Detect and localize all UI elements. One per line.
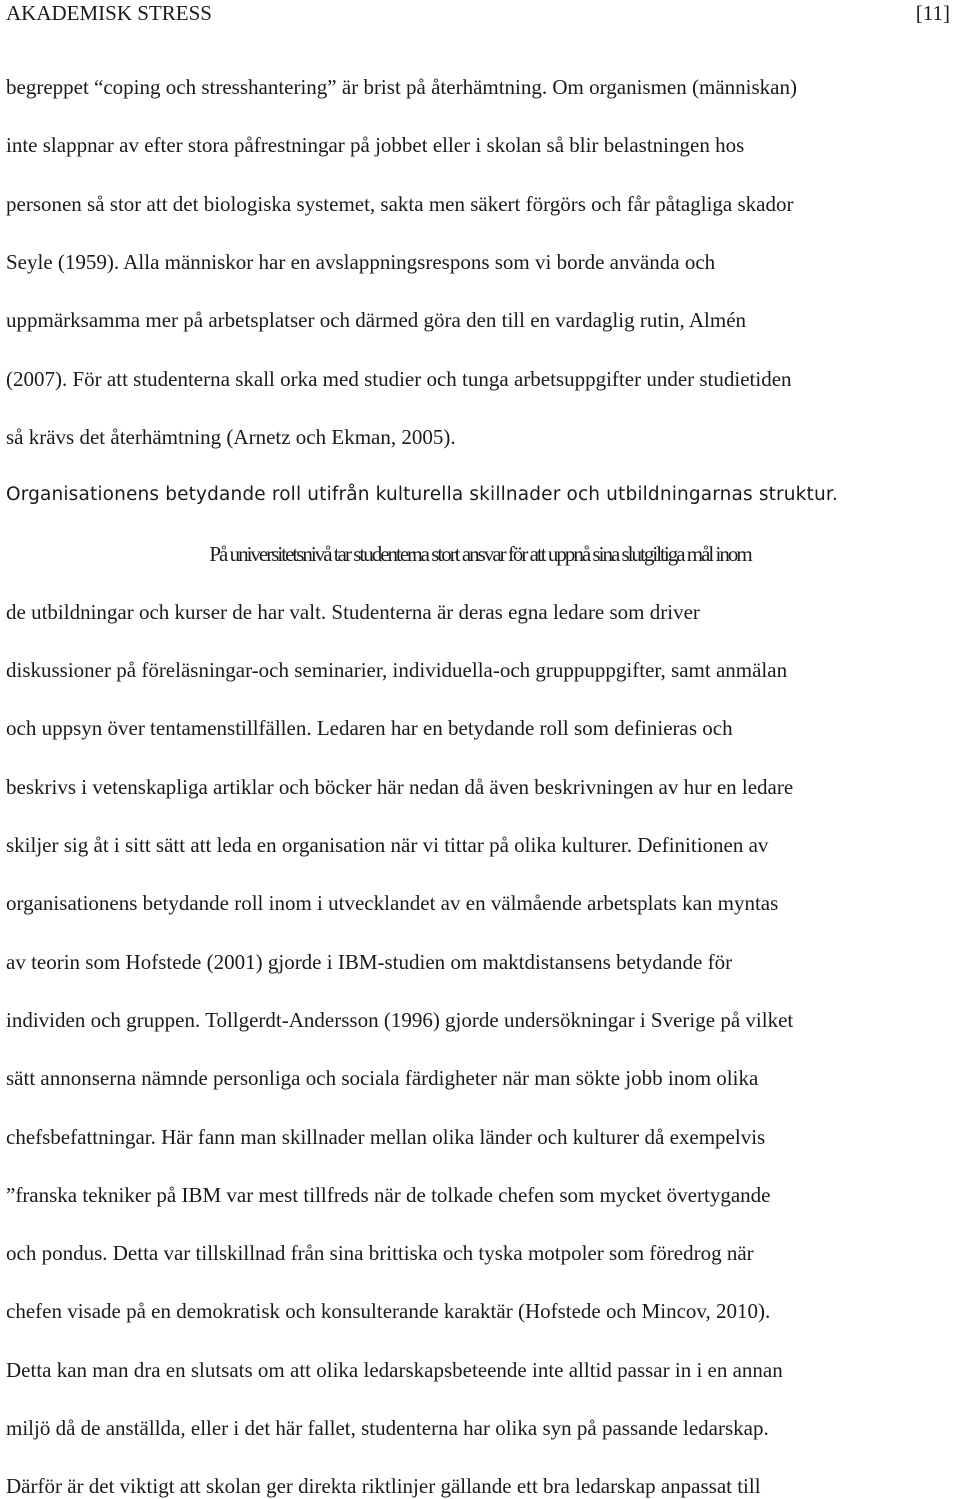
text-line: och pondus. Detta var tillskillnad från sina brittiska och tyska motpoler som föredrog när bbox=[6, 1241, 754, 1265]
text-line: beskrivs i vetenskapliga artiklar och böcker här nedan då även beskrivningen av hur en ledare bbox=[6, 775, 794, 799]
text-line: Seyle (1959). Alla människor har en avslappningsrespons som vi borde använda och bbox=[6, 250, 716, 274]
text-line: organisationens betydande roll inom i utvecklandet av en välmående arbetsplats kan myntas bbox=[6, 891, 779, 915]
text-line: Därför är det viktigt att skolan ger direkta riktlinjer gällande ett bra ledarskap anpassat till bbox=[6, 1474, 761, 1498]
text-line: På universitetsnivå tar studenterna stort ansvar för att uppnå sina slutgiltiga mål inom bbox=[209, 542, 751, 566]
text-line: och uppsyn över tentamenstillfällen. Ledaren har en betydande roll som definieras och bbox=[6, 716, 733, 740]
text-line: sätt annonserna nämnde personliga och sociala färdigheter när man sökte jobb inom olika bbox=[6, 1066, 759, 1090]
text-line: (2007). För att studenterna skall orka med studier och tunga arbetsuppgifter under studietiden bbox=[6, 367, 792, 391]
text-line: ”franska tekniker på IBM var mest tillfreds när de tolkade chefen som mycket övertygande bbox=[6, 1183, 771, 1207]
text-line: uppmärksamma mer på arbetsplatser och därmed göra den till en vardaglig rutin, Almén bbox=[6, 308, 747, 332]
text-line: individen och gruppen. Tollgerdt-Andersson (1996) gjorde undersökningar i Sverige på vilket bbox=[6, 1008, 794, 1032]
page-header bbox=[6, 1, 950, 25]
text-line: så krävs det återhämtning (Arnetz och Ekman, 2005). bbox=[6, 425, 456, 449]
text-line: miljö då de anställda, eller i det här fallet, studenterna har olika syn på passande ledarskap. bbox=[6, 1416, 769, 1440]
text-line: chefsbefattningar. Här fann man skillnader mellan olika länder och kulturer då exempelvis bbox=[6, 1125, 766, 1149]
text-line: skiljer sig åt i sitt sätt att leda en organisation när vi tittar på olika kulturer. Definitionen av bbox=[6, 833, 769, 857]
text-line: personen så stor att det biologiska systemet, sakta men säkert förgörs och får påtagliga skador bbox=[6, 192, 794, 216]
text-line: av teorin som Hofstede (2001) gjorde i IBM-studien om maktdistansens betydande för bbox=[6, 950, 733, 974]
running-title: AKADEMISK STRESS bbox=[6, 1, 212, 25]
text-line: de utbildningar och kurser de har valt. Studenterna är deras egna ledare som driver bbox=[6, 600, 700, 624]
text-line: begreppet “coping och stresshantering” är brist på återhämtning. Om organismen (människan) bbox=[6, 75, 797, 99]
page-number: [11] bbox=[915, 1, 950, 25]
text-line: chefen visade på en demokratisk och konsulterande karaktär (Hofstede och Mincov, 2010). bbox=[6, 1299, 771, 1323]
text-line: diskussioner på föreläsningar-och seminarier, individuella-och gruppuppgifter, samt anmälan bbox=[6, 658, 788, 682]
text-line: Detta kan man dra en slutsats om att olika ledarskapsbeteende inte alltid passar in i en annan bbox=[6, 1358, 783, 1382]
text-line: inte slappnar av efter stora påfrestningar på jobbet eller i skolan så blir belastningen hos bbox=[6, 133, 745, 157]
section-heading: Organisationens betydande roll utifrån kulturella skillnader och utbildningarnas struktur. bbox=[6, 484, 838, 505]
